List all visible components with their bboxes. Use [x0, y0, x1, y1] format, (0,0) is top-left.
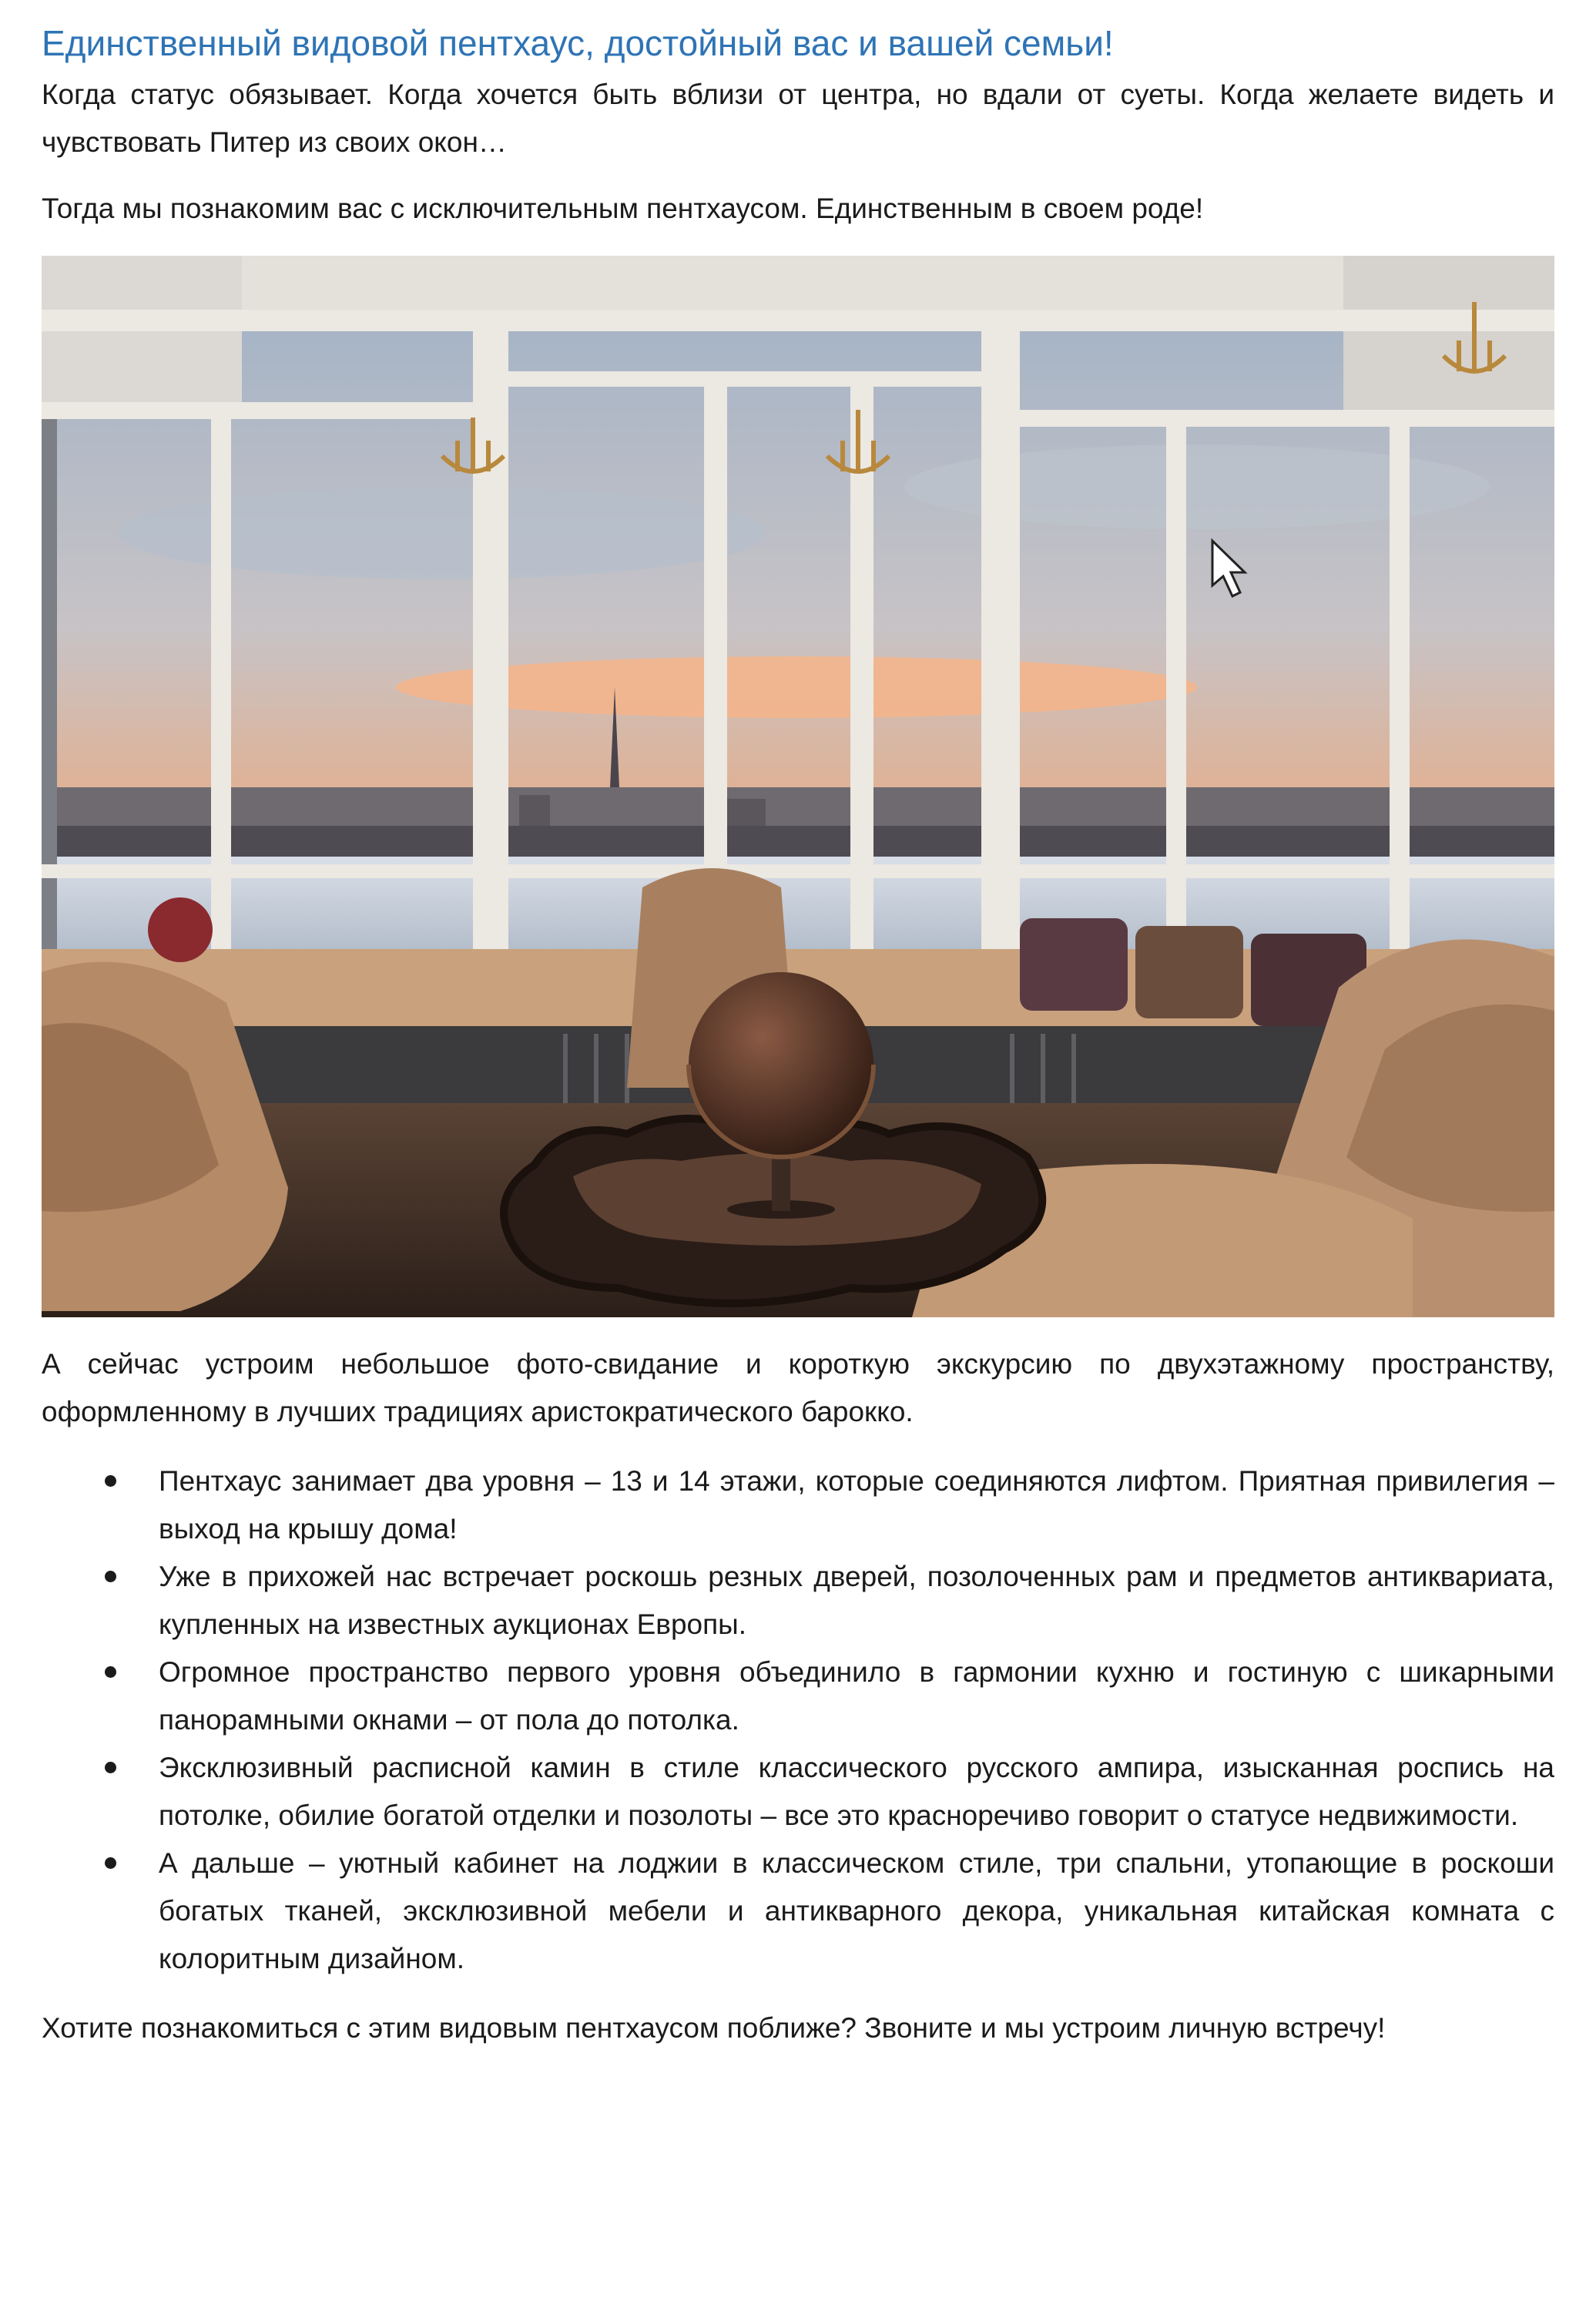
bullet-icon	[105, 1666, 116, 1678]
tour-paragraph: А сейчас устроим небольшое фото-свидание и короткую экскурсию по двухэтажному пространству, оформленному в лучших традициях аристократического барокко.	[42, 1348, 1554, 1427]
list-item	[42, 1840, 1554, 1983]
bullet-icon	[105, 1762, 116, 1773]
page-title: Единственный видовой пентхаус, достойный вас и вашей семьи!	[42, 23, 1114, 63]
document-content	[42, 18, 1554, 2052]
bullet-icon	[105, 1571, 116, 1582]
bullet-icon	[105, 1475, 116, 1487]
list-item	[42, 1744, 1554, 1840]
cta-paragraph: Хотите познакомиться с этим видовым пентхаусом поближе? Звоните и мы устроим личную встречу!	[42, 2012, 1386, 2044]
lead-paragraph: Тогда мы познакомим вас с исключительным пентхаусом. Единственным в своем роде!	[42, 193, 1204, 224]
list-item-text: Уже в прихожей нас встречает роскошь резных дверей, позолоченных рам и предметов антиквариата, купленных на известных аукционах Европы.	[159, 1561, 1554, 1640]
list-item	[42, 1457, 1554, 1553]
bullet-icon	[105, 1857, 116, 1869]
list-item	[42, 1553, 1554, 1649]
penthouse-interior-photo	[42, 256, 1554, 1317]
list-item-text: Огромное пространство первого уровня объединило в гармонии кухню и гостиную с шикарными панорамными окнами – от пола до потолка.	[159, 1656, 1554, 1736]
list-item-text: А дальше – уютный кабинет на лоджии в классическом стиле, три спальни, утопающие в роскоши богатых тканей, эксклюзивной мебели и антикварного декора, уникальная китайская комната с колоритным дизайном.	[159, 1847, 1554, 1974]
intro-paragraph: Когда статус обязывает. Когда хочется быть вблизи от центра, но вдали от суеты. Когда желаете видеть и чувствовать Питер из своих окон…	[42, 79, 1554, 158]
list-item-text: Пентхаус занимает два уровня – 13 и 14 этажи, которые соединяются лифтом. Приятная привилегия – выход на крышу дома!	[159, 1465, 1554, 1545]
list-item-text: Эксклюзивный расписной камин в стиле классического русского ампира, изысканная роспись на потолке, обилие богатой отделки и позолоты – все это красноречиво говорит о статусе недвижимости.	[159, 1752, 1554, 1831]
feature-list	[42, 1457, 1554, 1983]
list-item	[42, 1649, 1554, 1744]
